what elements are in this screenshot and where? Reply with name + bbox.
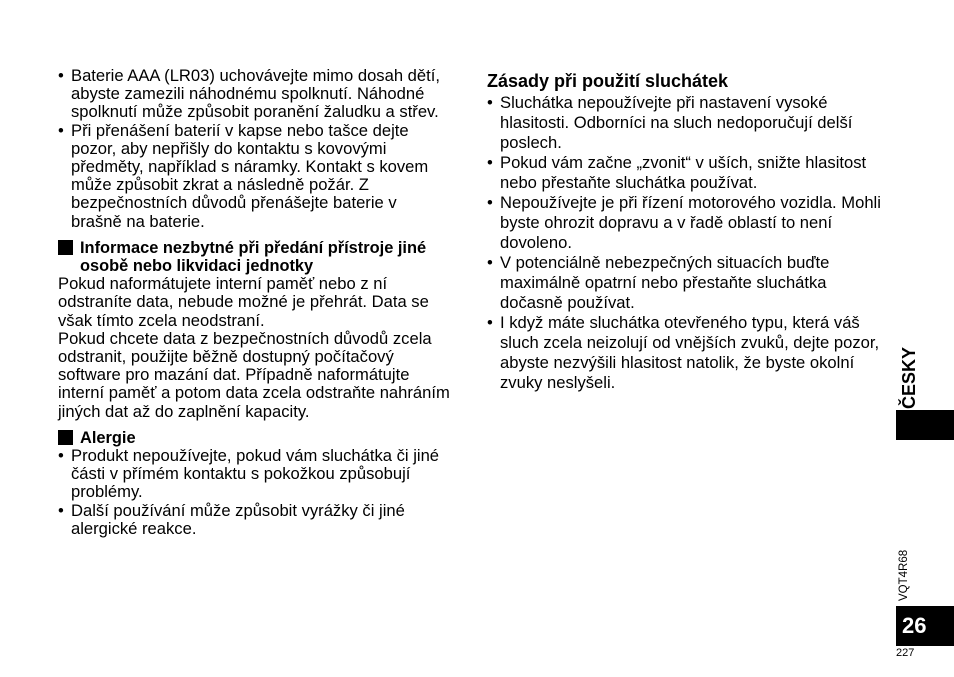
bullet-dot: • [58,66,64,85]
allergy-bullet-2 [58,502,450,538]
bullet-dot: • [487,253,493,272]
battery-bullet-1 [58,67,450,122]
headphones-heading: Zásady při použití sluchátek [487,71,729,91]
bullet-text: Produkt nepoužívejte, pokud vám sluchátka či jiné části v přímém kontaktu s pokožkou způsobují problémy. [71,446,440,502]
language-tab-label: ČESKY [899,346,919,409]
bullet-text: I když máte sluchátka otevřeného typu, která váš sluch zcela neizolují od vnějších zvuků, dejte pozor, abyste nezvýšili hlasitost natolik, že byste okolní zvuky neslyšeli. [500,313,880,392]
section-heading-disposal [58,239,450,275]
page-number: 26 [896,606,954,646]
bullet-text: Další používání může způsobit vyrážky či jiné alergické reakce. [71,500,405,538]
battery-bullet-2 [58,122,450,231]
bullet-text: V potenciálně nebezpečných situacích buďte maximálně opatrní nebo přestaňte sluchátka dočasně používat. [500,253,830,312]
bullet-dot: • [58,120,64,140]
bullet-text: Sluchátka nepoužívejte při nastavení vysoké hlasitosti. Odborníci na sluch nedoporučují delší poslech. [500,93,853,152]
disposal-paragraph-1: Pokud naformátujete interní paměť nebo z ní odstraníte data, nebude možné je přehrát. Data se však tímto zcela neodstraní. [58,274,429,330]
left-column [58,67,450,538]
disposal-paragraph-2: Pokud chcete data z bezpečnostních důvodů zcela odstranit, použijte běžně dostupný počítačový software pro mazání dat. Případně naformátujte interní paměť a potom data zcela odstraňte nahráním jiných dat až do zaplnění kapacity. [58,328,450,421]
allergy-bullet-1 [58,447,450,502]
bullet-dot: • [58,446,64,466]
headphones-bullet-3 [487,193,889,253]
bullet-dot: • [487,193,493,212]
section-heading-allergy [58,429,450,447]
sheet-number: 227 [896,647,915,659]
square-bullet-icon [58,240,73,255]
section-heading-text: Informace nezbytné při předání přístroje jiné osobě nebo likvidaci jednotky [80,238,427,276]
headphones-bullet-4 [487,253,889,313]
bullet-text: Baterie AAA (LR03) uchovávejte mimo dosah dětí, abyste zamezili náhodnému spolknutí. Náhodné spolknutí může způsobit poranění žaludku a střev. [71,66,440,122]
bullet-text: Pokud vám začne „zvonit“ v uších, snižte hlasitost nebo přestaňte sluchátka používat. [500,153,867,192]
bullet-dot: • [58,500,64,520]
section-heading-text: Alergie [80,428,136,447]
bullet-dot: • [487,153,493,172]
headphones-bullet-1 [487,93,889,153]
bullet-text: Při přenášení baterií v kapse nebo tašce dejte pozor, aby nepřišly do kontaktu s kovovými předměty, například s náramky. Kontakt s kovem může způsobit zkrat a následně požár. Z bezpečnostních důvodů přenášejte baterie v brašně na baterie. [71,120,429,231]
right-column [487,71,889,393]
language-tab-bar [896,410,954,440]
headphones-bullet-list [487,93,889,393]
bullet-dot: • [487,93,493,112]
model-code: VQT4R68 [898,549,910,601]
bullet-text: Nepoužívejte je při řízení motorového vozidla. Mohli byste ohrozit dopravu a v řadě oblastí to není dovoleno. [500,193,881,252]
square-bullet-icon [58,430,73,445]
headphones-bullet-2 [487,153,889,193]
bullet-dot: • [487,313,493,332]
headphones-bullet-5 [487,313,889,393]
